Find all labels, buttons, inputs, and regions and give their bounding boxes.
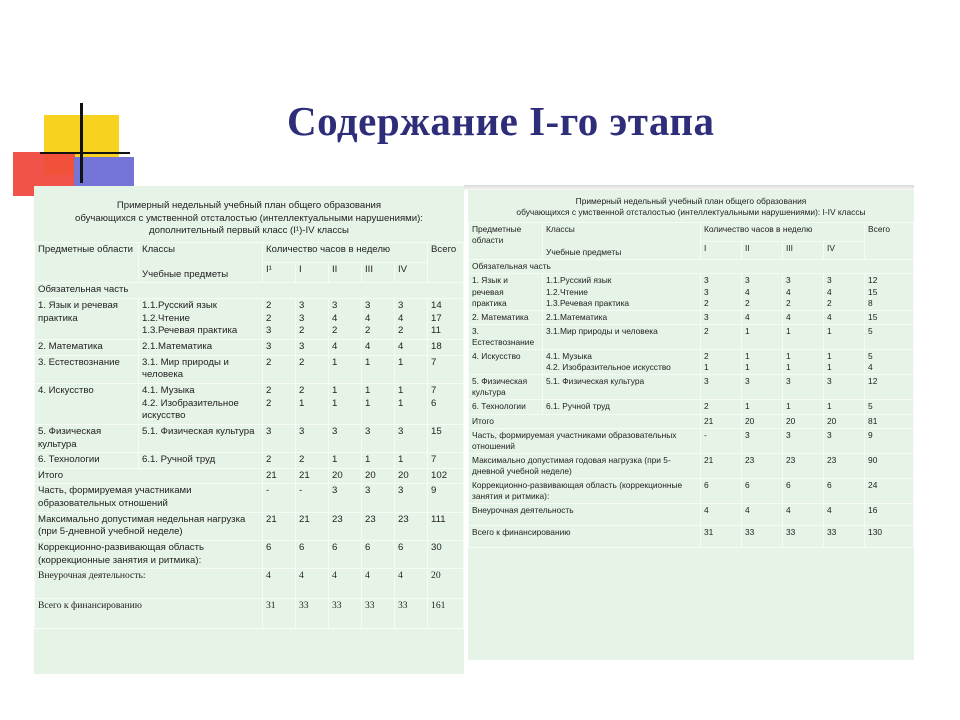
header-areas: Предметные области (469, 223, 543, 260)
header-grade: III (362, 263, 395, 283)
summary-value: 6 (362, 541, 395, 569)
table-row (35, 383, 464, 424)
summary-value: 6 (783, 478, 824, 503)
hours-value: 1 (395, 453, 428, 469)
hours-value: 1 (824, 400, 865, 414)
hours-value: 1 (329, 355, 362, 383)
summary-label-corr: Коррекционно-развивающая область (коррекционные занятия и ритмика): (469, 478, 701, 503)
summary-total: 20 (428, 569, 464, 599)
summary-value: 21 (263, 512, 296, 540)
subject-name: 5.1. Физическая культура (543, 375, 701, 400)
subject-area: 1. Язык и речевая практика (35, 298, 139, 339)
header-classes-label: Классы (142, 243, 176, 255)
left-plan-table-image (34, 186, 464, 674)
summary-label-extra: Внеурочная деятельность (469, 504, 701, 526)
header-grade: IV (395, 263, 428, 283)
right-plan-table (468, 222, 914, 548)
table-row (35, 355, 464, 383)
subject-name: 2.1.Математика (543, 310, 701, 324)
table-row (469, 324, 914, 349)
table-row (35, 339, 464, 355)
table-row (35, 599, 464, 629)
table-row (35, 453, 464, 469)
caption-line: дополнительный первый класс (I¹)-IV классы (149, 225, 349, 237)
hours-value: 4 (362, 339, 395, 355)
subject-area: 3. Естествознание (469, 324, 543, 349)
hours-value: 1 (783, 324, 824, 349)
summary-label-itogo: Итого (469, 414, 701, 428)
caption-line: обучающихся с умственной отсталостью (интеллектуальными нарушениями): I-IV классы (516, 207, 866, 218)
summary-value: 20 (329, 468, 362, 484)
hours-value: 2 (701, 400, 742, 414)
subject-name: 4.1. Музыка 4.2. Изобразительное искусство (543, 350, 701, 375)
caption-line: обучающихся с умственной отсталостью (интеллектуальными нарушениями): (75, 212, 423, 224)
summary-label-itogo: Итого (35, 468, 263, 484)
table-row (469, 453, 914, 478)
left-caption (34, 186, 464, 242)
hours-value: 2 2 (263, 383, 296, 424)
header-grade: III (783, 241, 824, 260)
hours-total: 15 (865, 310, 914, 324)
hours-value: 4 (395, 339, 428, 355)
summary-value: - (296, 484, 329, 512)
right-plan-table-image (468, 190, 914, 660)
summary-total: 90 (865, 453, 914, 478)
subject-area: 2. Математика (35, 339, 139, 355)
subject-area: 1. Язык и речевая практика (469, 274, 543, 310)
summary-total: 161 (428, 599, 464, 629)
hours-value: 3 (783, 375, 824, 400)
summary-value: 23 (395, 512, 428, 540)
header-hours: Количество часов в неделю (263, 242, 428, 262)
header-hours: Количество часов в неделю (701, 223, 865, 242)
summary-value: 6 (263, 541, 296, 569)
hours-value: 4 (742, 310, 783, 324)
summary-value: 31 (263, 599, 296, 629)
hours-value: 3 (329, 424, 362, 452)
hours-value: 3 3 2 (296, 298, 329, 339)
hours-value: 2 (263, 453, 296, 469)
header-grade: IV (824, 241, 865, 260)
table-row (35, 512, 464, 540)
summary-value: 6 (742, 478, 783, 503)
subject-name: 1.1.Русский язык 1.2.Чтение 1.3.Речевая практика (543, 274, 701, 310)
decor-blue-bar (74, 157, 134, 187)
summary-value: 6 (395, 541, 428, 569)
summary-value: 4 (263, 569, 296, 599)
summary-value: 4 (329, 569, 362, 599)
table-row (469, 274, 914, 310)
header-areas: Предметные области (35, 242, 139, 282)
summary-label-part: Часть, формируемая участниками образовательных отношений (469, 428, 701, 453)
header-total: Всего (865, 223, 914, 260)
hours-value: 4 (783, 310, 824, 324)
table-row (469, 526, 914, 548)
table-row (469, 478, 914, 503)
subject-area: 6. Технологии (35, 453, 139, 469)
summary-total: 111 (428, 512, 464, 540)
summary-value: 33 (296, 599, 329, 629)
table-row (469, 310, 914, 324)
hours-value: 3 (742, 375, 783, 400)
summary-total: 102 (428, 468, 464, 484)
right-caption (468, 190, 914, 222)
summary-value: 20 (395, 468, 428, 484)
hours-value: 2 (296, 453, 329, 469)
summary-total: 130 (865, 526, 914, 548)
summary-value: 21 (701, 414, 742, 428)
hours-value: 3 4 2 (742, 274, 783, 310)
summary-label-part: Часть, формируемая участниками образовательных отношений (35, 484, 263, 512)
header-grade: I (701, 241, 742, 260)
summary-label-fin: Всего к финансированию (469, 526, 701, 548)
hours-value: 3 3 2 (701, 274, 742, 310)
hours-total: 7 (428, 453, 464, 469)
subject-name: 5.1. Физическая культура (139, 424, 263, 452)
summary-value: 20 (362, 468, 395, 484)
table-row (35, 468, 464, 484)
summary-label-extra: Внеурочная деятельность: (35, 569, 263, 599)
table-row (469, 400, 914, 414)
summary-value: 21 (701, 453, 742, 478)
header-grade: I (296, 263, 329, 283)
subject-area: 6. Технологии (469, 400, 543, 414)
summary-label-max: Максимально допустимая недельная нагрузка (при 5-дневной учебной неделе) (35, 512, 263, 540)
hours-total: 7 6 (428, 383, 464, 424)
caption-line: Примерный недельный учебный план общего образования (575, 196, 807, 206)
summary-value: 6 (329, 541, 362, 569)
header-grade: II (329, 263, 362, 283)
summary-value: 33 (783, 526, 824, 548)
hours-value: 1 (824, 324, 865, 349)
header-subjects-label: Учебные предметы (546, 247, 622, 258)
hours-value: 1 1 (783, 350, 824, 375)
summary-value: 21 (263, 468, 296, 484)
subject-area: 4. Искусство (469, 350, 543, 375)
hours-value: 3 4 2 (362, 298, 395, 339)
caption-line: Примерный недельный учебный план общего образования (116, 200, 382, 211)
summary-value: - (263, 484, 296, 512)
hours-value: 1 1 (329, 383, 362, 424)
summary-value: 33 (362, 599, 395, 629)
summary-value: 23 (742, 453, 783, 478)
hours-value: 1 (783, 400, 824, 414)
hours-value: 3 4 2 (783, 274, 824, 310)
summary-value: 33 (824, 526, 865, 548)
hours-value: 1 (329, 453, 362, 469)
table-row (35, 484, 464, 512)
hours-total: 7 (428, 355, 464, 383)
table-row (35, 569, 464, 599)
hours-value: 1 (742, 400, 783, 414)
header-classes-label: Классы (546, 224, 575, 235)
summary-value: 31 (701, 526, 742, 548)
table-row (35, 242, 464, 262)
subject-area: 5. Физическая культура (469, 375, 543, 400)
summary-value: 33 (329, 599, 362, 629)
hours-value: 2 (263, 355, 296, 383)
summary-total: 81 (865, 414, 914, 428)
summary-label-corr: Коррекционно-развивающая область (коррекционные занятия и ритмика): (35, 541, 263, 569)
decor-horizontal-line (40, 152, 130, 154)
subject-name: 1.1.Русский язык 1.2.Чтение 1.3.Речевая практика (139, 298, 263, 339)
table-row (35, 541, 464, 569)
summary-value: 4 (783, 504, 824, 526)
header-total: Всего (428, 242, 464, 282)
hours-value: 3 (701, 310, 742, 324)
decor-vertical-line (80, 103, 83, 183)
subject-area: 2. Математика (469, 310, 543, 324)
header-grade: II (742, 241, 783, 260)
hours-value: 1 (362, 453, 395, 469)
hours-value: 3 (701, 375, 742, 400)
summary-label-fin: Всего к финансированию (35, 599, 263, 629)
table-row (35, 298, 464, 339)
summary-total: 24 (865, 478, 914, 503)
table-row (469, 428, 914, 453)
summary-value: 4 (296, 569, 329, 599)
subject-name: 3.1.Мир природы и человека (543, 324, 701, 349)
summary-value: 6 (296, 541, 329, 569)
subject-area: 5. Физическая культура (35, 424, 139, 452)
hours-value: 3 4 2 (395, 298, 428, 339)
slide-title: Содержание I-го этапа (287, 98, 715, 144)
summary-value: 4 (395, 569, 428, 599)
summary-value: 3 (395, 484, 428, 512)
summary-value: 21 (296, 468, 329, 484)
summary-value: 6 (701, 478, 742, 503)
hours-value: 2 1 (296, 383, 329, 424)
hours-value: 3 (824, 375, 865, 400)
header-subjects-label: Учебные предметы (142, 268, 229, 280)
summary-value: 4 (362, 569, 395, 599)
hours-value: 1 1 (824, 350, 865, 375)
summary-value: 3 (329, 484, 362, 512)
summary-value: 23 (824, 453, 865, 478)
hours-value: 1 (742, 324, 783, 349)
summary-value: 20 (742, 414, 783, 428)
hours-value: 3 (263, 339, 296, 355)
hours-total: 5 (865, 324, 914, 349)
hours-value: 2 1 (701, 350, 742, 375)
table-row (35, 283, 464, 299)
hours-total: 12 (865, 375, 914, 400)
summary-value: 3 (783, 428, 824, 453)
summary-value: - (701, 428, 742, 453)
header-grade: I¹ (263, 263, 296, 283)
summary-value: 23 (329, 512, 362, 540)
subject-name: 3.1. Мир природы и человека (139, 355, 263, 383)
hours-value: 4 (329, 339, 362, 355)
summary-value: 4 (701, 504, 742, 526)
summary-value: 3 (824, 428, 865, 453)
hours-value: 3 4 2 (824, 274, 865, 310)
summary-value: 20 (824, 414, 865, 428)
subject-name: 4.1. Музыка 4.2. Изобразительное искусство (139, 383, 263, 424)
hours-value: 3 (395, 424, 428, 452)
table-row (469, 260, 914, 274)
hours-value: 1 1 (362, 383, 395, 424)
summary-value: 20 (783, 414, 824, 428)
summary-total: 16 (865, 504, 914, 526)
section-mandatory: Обязательная часть (35, 283, 464, 299)
table-row (469, 223, 914, 242)
summary-total: 9 (865, 428, 914, 453)
hours-value: 2 (701, 324, 742, 349)
subject-name: 6.1. Ручной труд (543, 400, 701, 414)
summary-value: 21 (296, 512, 329, 540)
hours-value: 1 (362, 355, 395, 383)
hours-total: 15 (428, 424, 464, 452)
table-row (35, 424, 464, 452)
table-row (469, 504, 914, 526)
subject-area: 4. Искусство (35, 383, 139, 424)
summary-value: 33 (395, 599, 428, 629)
hours-value: 4 (824, 310, 865, 324)
hours-value: 3 (296, 339, 329, 355)
left-plan-table (34, 242, 464, 629)
section-mandatory: Обязательная часть (469, 260, 914, 274)
summary-value: 6 (824, 478, 865, 503)
hours-value: 1 1 (395, 383, 428, 424)
summary-value: 3 (742, 428, 783, 453)
subject-area: 3. Естествознание (35, 355, 139, 383)
summary-value: 33 (742, 526, 783, 548)
table-row (469, 350, 914, 375)
hours-total: 12 15 8 (865, 274, 914, 310)
hours-total: 14 17 11 (428, 298, 464, 339)
summary-value: 4 (742, 504, 783, 526)
subject-name: 6.1. Ручной труд (139, 453, 263, 469)
hours-value: 1 (395, 355, 428, 383)
hours-value: 3 4 2 (329, 298, 362, 339)
summary-value: 23 (783, 453, 824, 478)
header-classes (543, 223, 701, 260)
hours-value: 2 2 3 (263, 298, 296, 339)
summary-value: 4 (824, 504, 865, 526)
hours-value: 3 (296, 424, 329, 452)
summary-total: 9 (428, 484, 464, 512)
hours-value: 2 (296, 355, 329, 383)
hours-total: 5 (865, 400, 914, 414)
hours-value: 3 (362, 424, 395, 452)
hours-total: 18 (428, 339, 464, 355)
summary-total: 30 (428, 541, 464, 569)
hours-value: 1 1 (742, 350, 783, 375)
table-row (469, 414, 914, 428)
table-row (469, 375, 914, 400)
summary-label-max: Максимально допустимая годовая нагрузка (при 5-дневной учебной неделе) (469, 453, 701, 478)
hours-total: 5 4 (865, 350, 914, 375)
subject-name: 2.1.Математика (139, 339, 263, 355)
summary-value: 3 (362, 484, 395, 512)
header-classes (139, 242, 263, 282)
summary-value: 23 (362, 512, 395, 540)
hours-value: 3 (263, 424, 296, 452)
